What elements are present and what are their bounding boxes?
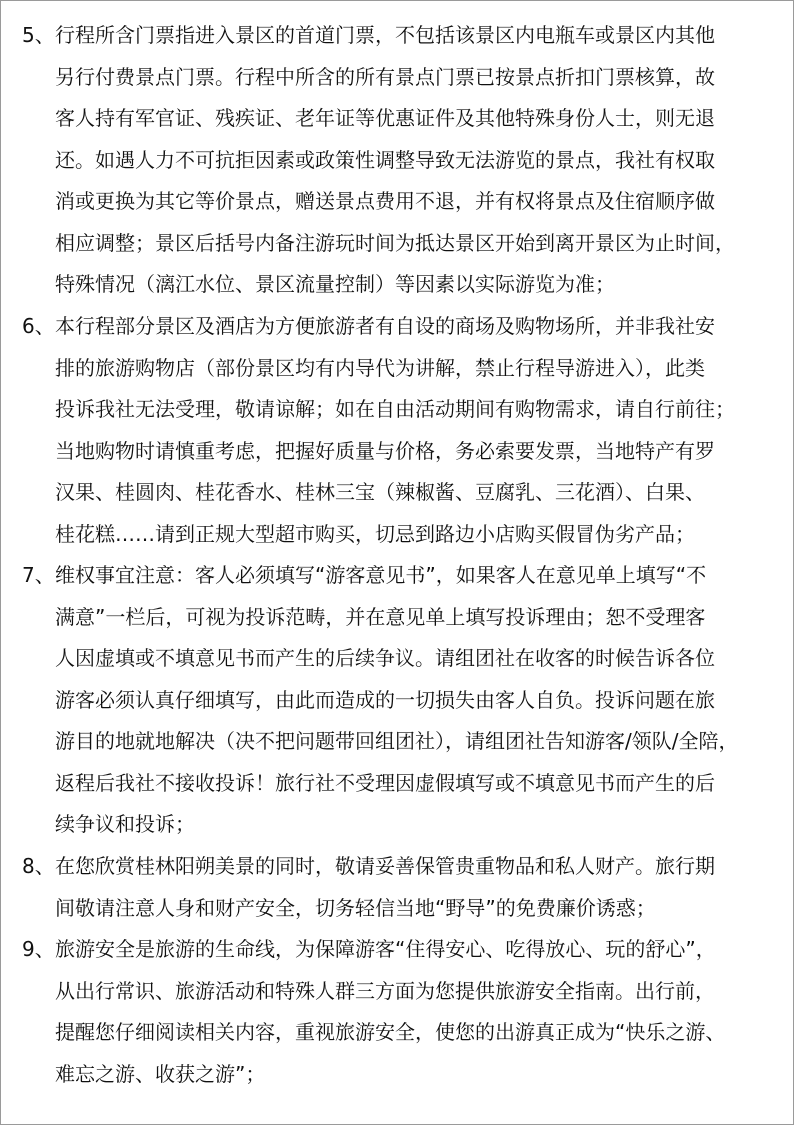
text-line: 满意”一栏后，可视为投诉范畴，并在意见单上填写投诉理由；恕不受理客 (55, 604, 706, 629)
text-line: 续争议和投诉； (55, 812, 195, 836)
text-line: 当地购物时请慎重考虑，把握好质量与价格，务必索要发票，当地特产有罗 (55, 438, 715, 463)
text-line: 还。如遇人力不可抗拒因素或政策性调整导致无法游览的景点，我社有权取 (55, 147, 715, 172)
text-line: 维权事宜注意：客人必须填写“游客意见书”，如果客人在意见单上填写“不 (55, 563, 707, 587)
text-line: 桂花糕……请到正规大型超市购买，切忌到路边小店购买假冒伪劣产品； (55, 521, 695, 546)
text-line: 人因虚填或不填意见书而产生的后续争议。请组团社在收客的时候告诉各位 (55, 646, 715, 670)
text-line: 汉果、桂圆肉、桂花香水、桂林三宝（辣椒酱、豆腐乳、三花酒）、白果、 (55, 480, 705, 504)
text-line: 排的旅游购物店（部份景区均有内导代为讲解，禁止行程导游进入），此类 (55, 355, 705, 380)
item-text (55, 15, 770, 306)
text-line: 提醒您仔细阅读相关内容，重视旅游安全，使您的出游真正成为“快乐之游、 (55, 1020, 726, 1044)
item-text (55, 929, 770, 1095)
item-number: 8、 (22, 854, 55, 878)
text-line: 特殊情况（漓江水位、景区流量控制）等因素以实际游览为准； (55, 272, 615, 296)
text-line: 游客必须认真仔细填写，由此而造成的一切损失由客人自负。投诉问题在旅 (55, 687, 715, 712)
text-line: 消或更换为其它等价景点，赠送景点费用不退，并有权将景点及住宿顺序做 (55, 189, 715, 213)
text-line: 游目的地就地解决（决不把问题带回组团社），请组团社告知游客/领队/全陪， (55, 729, 739, 753)
text-line: 旅游安全是旅游的生命线，为保障游客“住得安心、吃得放心、玩的舒心”， (55, 937, 716, 961)
item-text (55, 306, 770, 555)
item-number: 5、 (22, 23, 55, 47)
item-text (55, 846, 770, 929)
text-line: 在您欣赏桂林阳朔美景的同时，敬请妥善保管贵重物品和私人财产。旅行期 (55, 854, 715, 878)
text-line: 相应调整；景区后括号内备注游玩时间为抵达景区开始到离开景区为止时间， (55, 230, 735, 255)
text-line: 客人持有军官证、残疾证、老年证等优惠证件及其他特殊身份人士，则无退 (55, 106, 715, 130)
text-line: 从出行常识、旅游活动和特殊人群三方面为您提供旅游安全指南。出行前， (55, 978, 715, 1003)
text-line: 本行程部分景区及酒店为方便旅游者有自设的商场及购物场所，并非我社安 (55, 314, 715, 338)
item-text (55, 555, 770, 846)
text-line: 行程所含门票指进入景区的首道门票，不包括该景区内电瓶车或景区内其他 (55, 23, 715, 47)
item-number: 6、 (22, 314, 55, 338)
item-number: 9、 (22, 937, 55, 961)
text-line: 难忘之游、收获之游”； (55, 1061, 266, 1086)
item-number: 7、 (22, 563, 55, 587)
text-line: 返程后我社不接收投诉！旅行社不受理因虚假填写或不填意见书而产生的后 (55, 770, 715, 795)
text-line: 投诉我社无法受理，敬请谅解；如在自由活动期间有购物需求，请自行前往； (55, 397, 735, 421)
text-line: 另行付费景点门票。行程中所含的所有景点门票已按景点折扣门票核算，故 (55, 64, 715, 89)
text-line: 间敬请注意人身和财产安全，切务轻信当地“野导”的免费廉价诱惑； (55, 895, 656, 920)
